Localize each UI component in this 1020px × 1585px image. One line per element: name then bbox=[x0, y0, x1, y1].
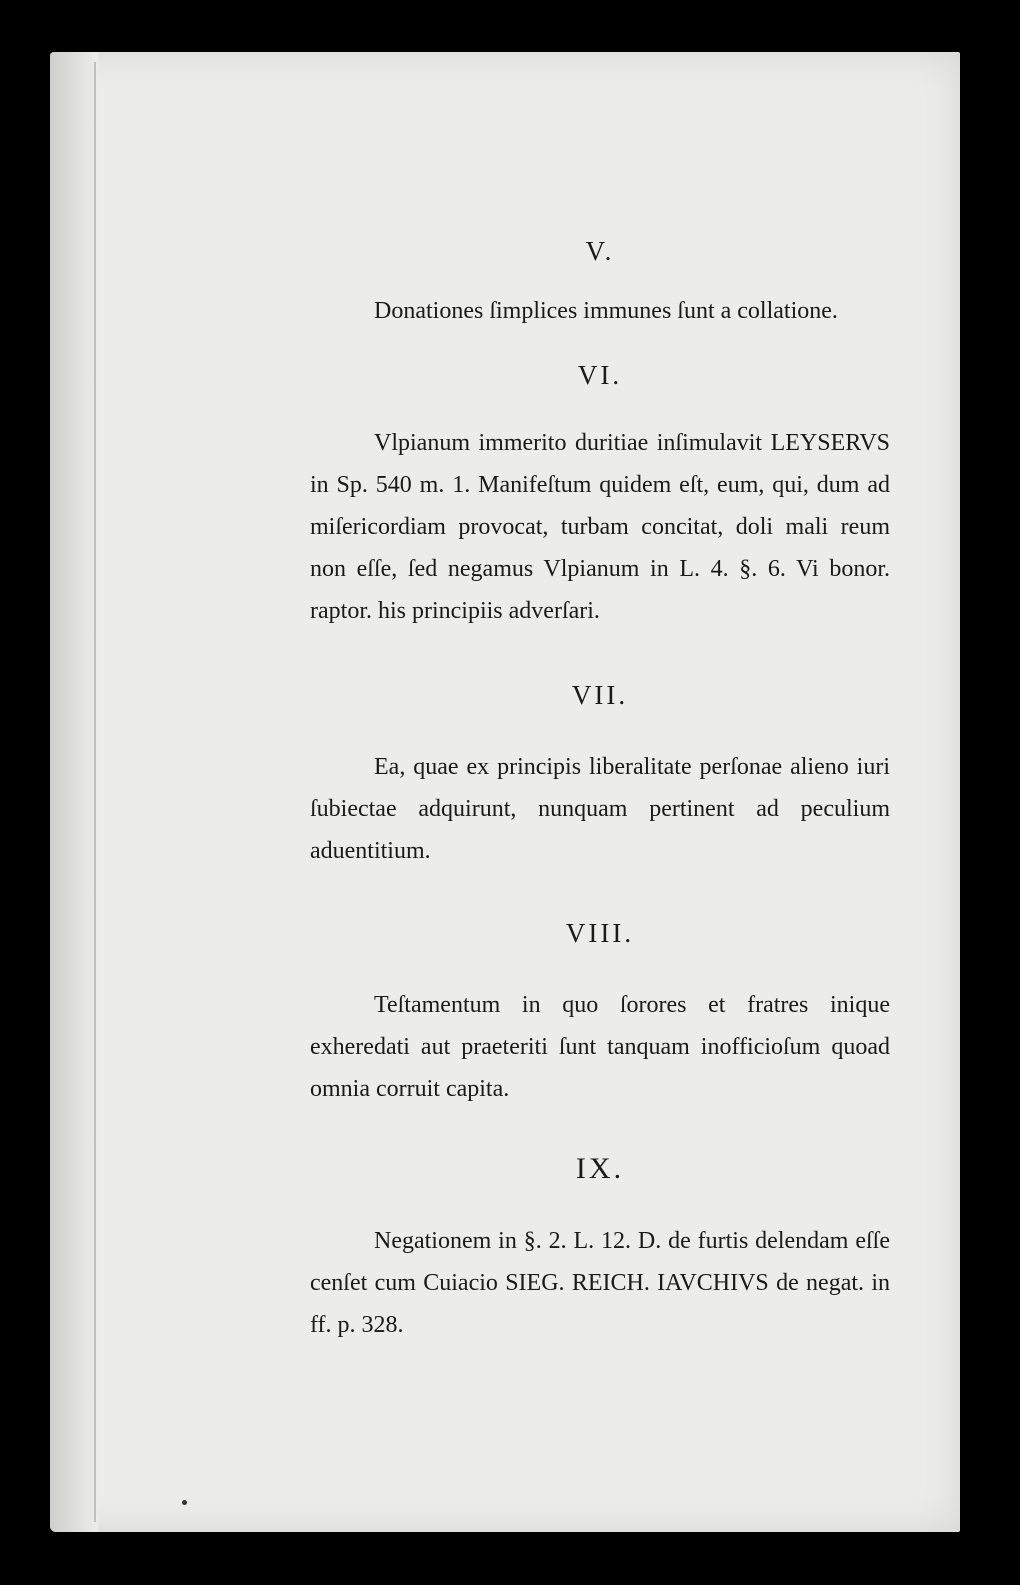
section-heading-vii: VII. bbox=[571, 680, 629, 710]
section-heading-vi: VI. bbox=[577, 360, 623, 390]
section-text-ix: Negationem in §. 2. L. 12. D. de furtis delendam eſſe cenſet cum Cuiacio SIEG. REICH. IAVCHIVS de negat. in ff. p. 328. bbox=[310, 1228, 890, 1338]
page-edge bbox=[50, 52, 98, 1532]
section-text-vii: Ea, quae ex principis liberalitate perſonae alieno iuri ſubiectae adquirunt, nunquam pertinent ad peculium aduentitium. bbox=[310, 754, 890, 864]
section-heading-viii: VIII. bbox=[565, 918, 635, 948]
document-page bbox=[50, 52, 960, 1532]
page-fold-line bbox=[94, 62, 96, 1522]
section-text-viii: Teſtamentum in quo ſorores et fratres inique exheredati aut praeteriti ſunt tanquam inofficioſum quoad omnia corruit capita. bbox=[310, 992, 890, 1102]
section-text-vi: Vlpianum immerito duritiae inſimulavit LEYSERVS in Sp. 540 m. 1. Manifeſtum quidem eſt, eum, qui, dum ad miſericordiam provocat, turbam concitat, doli mali reum non eſſe, ſed negamus Vlpianum in L. 4. §. 6. Vi bonor. raptor. his principiis adverſari. bbox=[310, 430, 890, 624]
section-heading-v: V. bbox=[585, 236, 615, 266]
section-text-v: Donationes ſimplices immunes ſunt a collatione. bbox=[374, 298, 838, 324]
section-heading-ix: IX. bbox=[575, 1152, 625, 1185]
ink-speck bbox=[182, 1500, 187, 1505]
text-block bbox=[310, 230, 890, 1346]
